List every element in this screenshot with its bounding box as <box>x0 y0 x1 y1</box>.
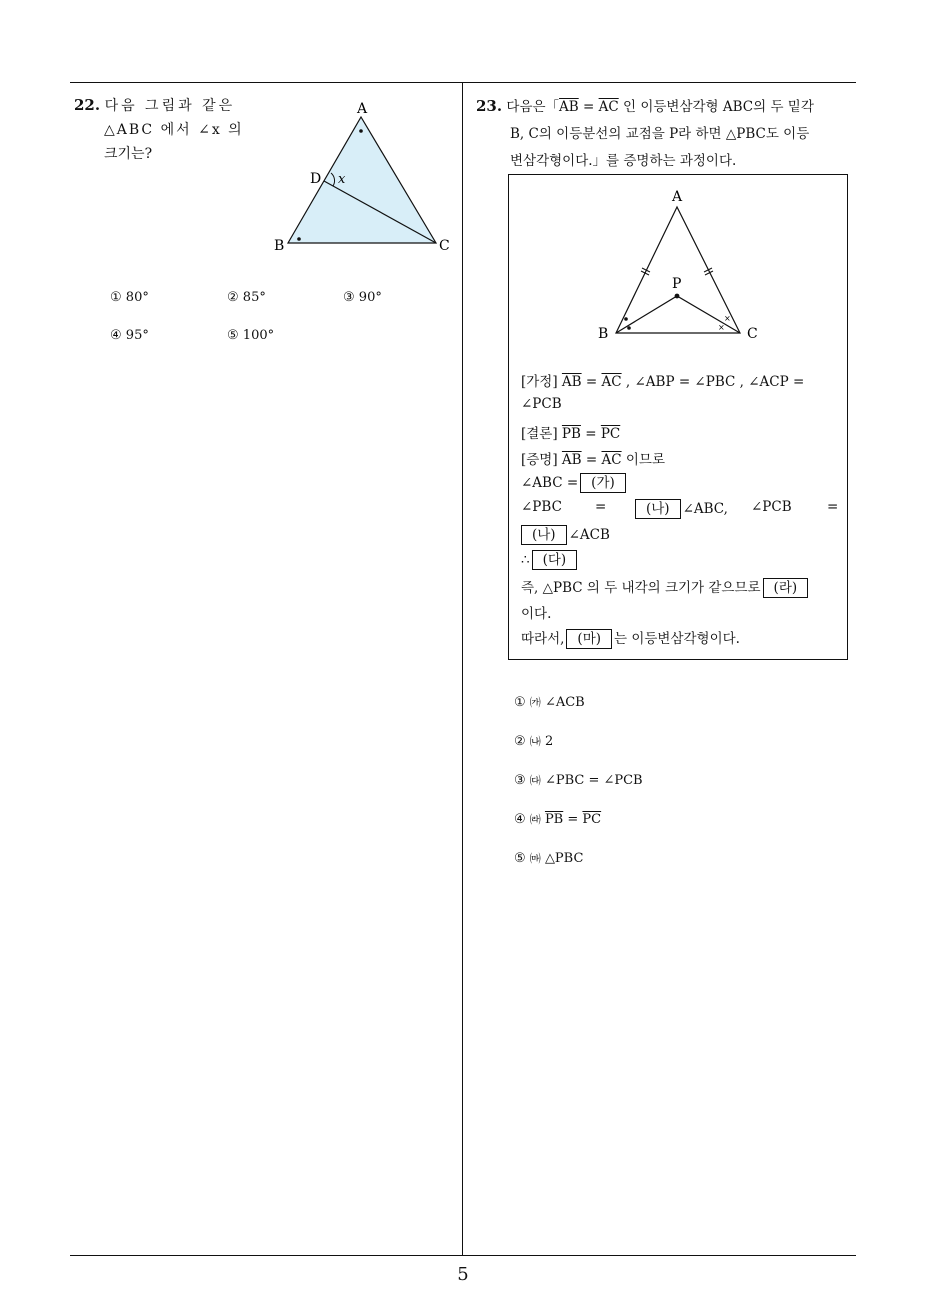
q23-option-1[interactable] <box>514 694 585 710</box>
proof-conclusion: [결론] $\overline{PB} = \overline{PC}$ <box>521 426 621 442</box>
q23-intro-ac: $\overline{AC}$ <box>598 99 619 115</box>
q23-angle-dot-2 <box>627 326 631 330</box>
q23-point-p <box>675 294 680 299</box>
top-rule <box>70 82 856 83</box>
blank-ga: (가) <box>580 473 626 493</box>
blank-na: (나) <box>635 499 681 519</box>
q23-option-4[interactable] <box>514 811 601 827</box>
assume-tag: [가정] <box>521 374 558 390</box>
column-divider <box>462 82 463 1256</box>
proof-rest: 이므로 <box>621 452 666 468</box>
page-number: 5 <box>457 1264 469 1285</box>
proof-acb-line <box>521 525 610 545</box>
q22-option-1-num: ① <box>110 290 122 305</box>
q22-label-a: A <box>357 101 368 117</box>
q23-intro-eq: = <box>578 99 599 115</box>
pbc-label: ∠PBC <box>521 499 562 515</box>
ma-post: 는 이등변삼각형이다. <box>614 631 740 647</box>
q22-option-3-num: ③ <box>343 290 355 305</box>
q23-label-p: P <box>672 276 682 292</box>
q23-option-3[interactable] <box>514 772 643 788</box>
q22-option-1-text: 80° <box>125 290 149 305</box>
q22-label-b: B <box>274 238 285 254</box>
q23-label-c: C <box>747 326 758 342</box>
blank-ma: (마) <box>566 629 612 649</box>
q23-angle-cross-2: × <box>718 323 725 332</box>
blank-ra: (라) <box>763 578 809 598</box>
proof-abc-line <box>521 473 628 493</box>
q22-angle-mark-a <box>359 129 363 133</box>
pcb-label: ∠PCB <box>751 499 792 515</box>
q22-number: 22. <box>74 96 101 114</box>
q23-option-2-text: 2 <box>544 734 554 749</box>
therefore-symbol: ∴ <box>521 552 530 568</box>
proof-ma-line <box>521 627 740 649</box>
q23-intro-pre: 다음은「 <box>506 99 560 115</box>
q22-label-c: C <box>439 238 450 254</box>
q22-label-d: D <box>310 171 322 187</box>
concl-pc: $\overline{PC}$ <box>600 426 621 442</box>
q23-option-1-num: ① <box>514 695 526 710</box>
q23-label-b: B <box>598 326 609 342</box>
bottom-rule <box>70 1255 856 1256</box>
q22-option-3[interactable] <box>343 290 382 305</box>
pbc-eq-sign: = <box>595 499 607 515</box>
ma-pre: 따라서, <box>521 631 565 647</box>
q23-option-3-tag: ㈐ <box>529 774 541 787</box>
q23-option-4-pc: $\overline{PC}$ <box>582 812 602 827</box>
proof-tag: [증명] <box>521 452 558 468</box>
q23-number: 23. <box>476 97 503 115</box>
q22-triangle-figure <box>268 95 458 260</box>
q22-option-4[interactable] <box>110 328 149 343</box>
q23-option-1-text: ∠ACB <box>544 695 585 710</box>
concl-pb: $\overline{PB}$ <box>561 426 581 442</box>
q22-line1: 다음 그림과 같은 <box>104 98 236 114</box>
q23-option-4-pb: $\overline{PB}$ <box>544 812 564 827</box>
q23-option-2[interactable] <box>514 733 553 749</box>
q23-line3: 변삼각형이다.」를 증명하는 과정이다. <box>510 153 737 169</box>
q23-option-5-tag: ㈒ <box>529 852 541 865</box>
proof-pbc-line <box>521 499 837 515</box>
q22-stem <box>74 93 259 166</box>
q22-option-5[interactable] <box>227 328 274 343</box>
proof-assumption: [가정] $\overline{AB} = \overline{AC}$ , ∠ABP = ∠PBC , ∠ACP = <box>521 374 805 390</box>
proof-ac: $\overline{AC}$ <box>601 452 622 468</box>
after-na: ∠ABC, <box>682 501 728 517</box>
q23-option-4-tag: ㈑ <box>529 813 541 826</box>
q23-option-4-num: ④ <box>514 812 526 827</box>
q23-label-a: A <box>672 189 683 205</box>
proof-assumption-2: ∠PCB <box>521 396 562 412</box>
q23-intro-ab: $\overline{AB}$ <box>559 99 579 115</box>
q23-option-5-num: ⑤ <box>514 851 526 866</box>
q23-option-3-text: ∠PBC = ∠PCB <box>544 773 643 788</box>
assume-ac: $\overline{AC}$ <box>601 374 622 390</box>
proof-start: [증명] $\overline{AB} = \overline{AC}$ 이므로 <box>521 452 666 468</box>
proof-therefore-line <box>521 550 579 570</box>
assume-ab: $\overline{AB}$ <box>561 374 582 390</box>
q22-label-x: x <box>338 172 346 187</box>
proof-ra-post: 이다. <box>521 606 552 622</box>
q23-stem <box>476 93 861 175</box>
q22-angle-mark-b <box>297 237 301 241</box>
q22-option-3-text: 90° <box>358 290 382 305</box>
q23-option-2-num: ② <box>514 734 526 749</box>
q23-option-5[interactable] <box>514 850 583 866</box>
q23-triangle-figure <box>594 185 764 345</box>
q22-line2: △ABC 에서 ∠x 의 <box>104 122 244 138</box>
q22-option-2-text: 85° <box>242 290 266 305</box>
proof-ra-line <box>521 576 810 598</box>
q23-intro-post: 인 이등변삼각형 ABC의 두 밑각 <box>618 99 814 115</box>
q23-angle-dot-1 <box>624 317 628 321</box>
q23-option-5-text: △PBC <box>544 851 584 866</box>
pcb-eq-sign: = <box>827 499 839 515</box>
q23-option-4-eq: = <box>563 812 583 827</box>
concl-tag: [결론] <box>521 426 558 442</box>
q23-triangle <box>616 207 740 333</box>
q23-option-1-tag: ㈎ <box>529 696 541 709</box>
q23-proof-box <box>508 174 848 660</box>
q23-option-2-tag: ㈏ <box>529 735 541 748</box>
q22-option-4-num: ④ <box>110 328 122 343</box>
q22-line3: 크기는? <box>104 146 153 162</box>
abc-eq: ∠ABC = <box>521 475 579 491</box>
q22-option-2[interactable] <box>227 290 266 305</box>
after-na-2: ∠ACB <box>568 527 610 543</box>
blank-da: (다) <box>532 550 578 570</box>
q22-option-5-num: ⑤ <box>227 328 239 343</box>
q22-option-4-text: 95° <box>125 328 149 343</box>
q22-option-2-num: ② <box>227 290 239 305</box>
ra-pre: 즉, △PBC 의 두 내각의 크기가 같으므로 <box>521 580 761 596</box>
blank-na-2: (나) <box>521 525 567 545</box>
q23-option-3-num: ③ <box>514 773 526 788</box>
q23-line2: B, C의 이등분선의 교점을 P라 하면 △PBC도 이등 <box>510 126 810 142</box>
assume-rest: , ∠ABP = ∠PBC , ∠ACP = <box>621 374 805 390</box>
q22-option-1[interactable] <box>110 290 149 305</box>
q22-option-5-text: 100° <box>242 328 275 343</box>
q23-angle-cross-1: × <box>724 314 731 323</box>
proof-ab: $\overline{AB}$ <box>561 452 582 468</box>
